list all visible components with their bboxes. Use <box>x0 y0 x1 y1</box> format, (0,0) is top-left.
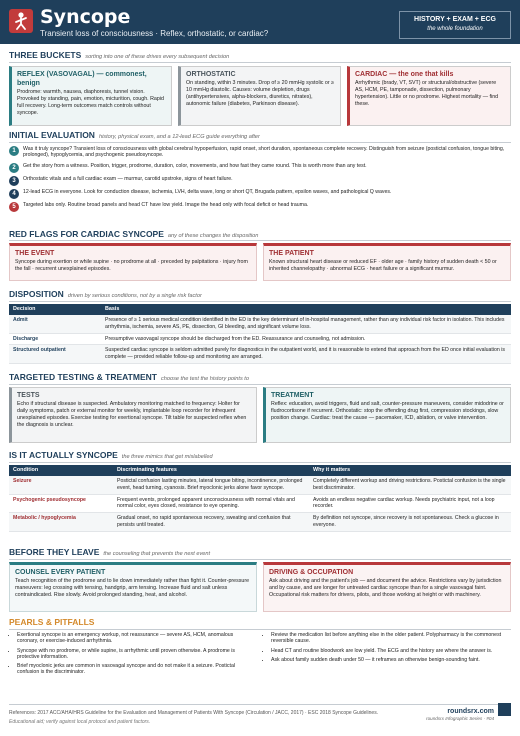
list-item: • Syncope with no prodrome, or while supine, is arrhythmic until proven otherwise. A prodrome is protective information. <box>17 648 253 661</box>
section-heading-pearls <box>9 617 94 628</box>
table-row <box>9 333 511 345</box>
step-text: Get the story from a witness. Position, trigger, prodrome, duration, color, movements, and how fast they came round. This is worth more than any test. <box>23 163 367 169</box>
table-row <box>9 345 511 364</box>
section-heading-mimics <box>9 450 213 461</box>
step-number: 5 <box>9 202 19 212</box>
cardiac-card <box>347 66 511 126</box>
page-subtitle: Transient loss of consciousness · Reflex, orthostatic, or cardiac? <box>40 29 269 38</box>
step-text: Orthostatic vitals and a full cardiac exam — murmur, carotid upstroke, signs of heart failure. <box>23 176 233 182</box>
section-heading-leave <box>9 547 210 558</box>
section-note: any of these changes the disposition <box>167 233 259 239</box>
card-body: Reflex: education, avoid triggers, fluid and salt, counter-pressure maneuvers, consider midodrine or fludrocortisone if recurrent. Orthostatic: stop the offending drug first, compression stockings, slow position change. Cardiac: treat the cause — pacemaker, ICD, ablation, or valve intervention. <box>271 401 504 421</box>
section-heading-buckets <box>9 50 229 61</box>
step-item <box>9 176 511 189</box>
card-title: DRIVING & OCCUPATION <box>269 569 354 576</box>
section-note: the counseling that prevents the next event <box>103 551 211 557</box>
step-text: Was it truly syncope? Transient loss of consciousness with global cerebral hypoperfusion, rapid onset, short duration, spontaneous complete recovery. Distinguish from seizure (postictal confusion, tongue biting, prolonged), hypoglycemia, and psychogenic pseudosyncope. <box>23 146 505 158</box>
treatment-card <box>263 387 511 443</box>
card-body: Echo if structural disease is suspected. Ambulatory monitoring matched to frequency: Holter for daily symptoms, patch or external monitor for weekly, implantable loop recorder for infrequent unexplained episodes. Exercise testing for exertional syncope. Tilt table for suspected reflex when the diagnosis is unclear. <box>17 401 247 428</box>
section-note: the three mimics that get mislabelled <box>121 454 213 460</box>
series-label: roundsrx Infographic Series · #04 <box>426 716 494 722</box>
card-body: Arrhythmic (brady, VT, SVT) or structural/obstructive (severe AS, HCM, PE, tamponade, dissection, pulmonary hypertension). Little or no prodrome. Highest mortality — find these. <box>355 80 499 107</box>
list-item: • Ask about family sudden death under 50 — it reframes an otherwise benign-sounding faint. <box>271 657 507 663</box>
footer-brand <box>426 707 494 722</box>
evaluation-steps <box>9 146 511 215</box>
divider <box>9 62 511 63</box>
column-header: Condition <box>9 465 113 476</box>
section-title: IS IT ACTUALLY SYNCOPE <box>9 450 118 460</box>
table-row <box>9 476 511 494</box>
reflex-card <box>9 66 172 126</box>
divider <box>9 142 511 143</box>
section-note: driven by serious conditions, not by a single risk factor <box>67 293 202 299</box>
fainting-person-icon <box>9 9 33 33</box>
list-item: • Brief myoclonic jerks are common in vasovagal syncope and do not make it a seizure. Postictal confusion is the discriminator. <box>17 663 253 676</box>
counsel-card <box>9 562 257 612</box>
section-title: BEFORE THEY LEAVE <box>9 547 100 557</box>
table-cell: Admit <box>9 315 101 333</box>
table-cell: Frequent events, prolonged apparent unconsciousness with normal vitals and normal color, eyes closed, resistance to eye opening. <box>113 494 309 513</box>
card-body: Teach recognition of the prodrome and to lie down immediately rather than fight it. Counter-pressure maneuvers: leg crossing with tensing, handgrip, arm tensing. Increase fluid and salt unless contraindicated. Rise slowly. Avoid prolonged standing, heat, and alcohol. <box>15 578 250 598</box>
references: References: 2017 ACC/AHA/HRS Guideline for the Evaluation and Management of Patients With Syncope (Circulation / JACC, 2017) · ESC 2018 Syncope Guidelines. <box>9 710 379 716</box>
step-number: 1 <box>9 146 19 156</box>
table-header-row <box>9 465 511 476</box>
section-note: choose the test the history points to <box>160 376 249 382</box>
column-header: Why it matters <box>309 465 511 476</box>
card-body: Syncope during exertion or while supine · no prodrome at all · preceded by palpitations · injury from the fall · recurrent unexplained episodes. <box>15 259 248 272</box>
tests-card <box>9 387 257 443</box>
section-title: TARGETED TESTING & TREATMENT <box>9 372 157 382</box>
header-badge <box>399 11 511 39</box>
step-text: Targeted labs only. Routine broad panels and head CT have low yield. Image the head only with focal deficit or head trauma. <box>23 202 309 208</box>
table-cell: By definition not syncope, since recovery is not spontaneous. Check a glucose in everyone. <box>309 513 511 532</box>
card-title: THE PATIENT <box>269 250 314 257</box>
divider <box>9 301 511 302</box>
table-cell: Psychogenic pseudosyncope <box>9 494 113 513</box>
table-row <box>9 315 511 333</box>
site-url: roundsrx.com <box>447 708 494 715</box>
table-cell: Postictal confusion lasting minutes, lateral tongue biting, incontinence, prolonged event, head turning, cyanosis. Brief myoclonic jerks alone favor syncope. <box>113 476 309 494</box>
divider <box>9 559 511 560</box>
section-title: RED FLAGS FOR CARDIAC SYNCOPE <box>9 229 164 239</box>
step-item <box>9 189 511 202</box>
list-item: • Exertional syncope is an emergency workup, not reassurance — severe AS, HCM, anomalous coronary, or exercise-induced arrhythmia. <box>17 632 253 645</box>
step-number: 2 <box>9 163 19 173</box>
column-header: Basis <box>101 304 511 315</box>
table-cell: Presumptive vasovagal syncope should be discharged from the ED. Reassurance and counseling, not admission. <box>101 333 511 345</box>
card-body: Prodrome: warmth, nausea, diaphoresis, tunnel vision. Provoked by standing, pain, emotion, micturition, cough. Rapid full recovery. Long-term outcomes match controls without syncope. <box>17 89 164 116</box>
card-title: CARDIAC — the one that kills <box>355 71 454 78</box>
card-title: TREATMENT <box>271 392 314 399</box>
column-header: Decision <box>9 304 101 315</box>
header-bar <box>0 0 520 44</box>
table-cell: Presence of ≥ 1 serious medical condition identified in the ED is the key determinant of in-hospital management, rather than any individual risk factor in isolation. This includes arrhythmia, ischemia, severe AS, PE, dissection, GI bleeding, and significant volume loss. <box>101 315 511 333</box>
divider <box>9 240 511 241</box>
divider <box>9 384 511 385</box>
disclaimer: Educational aid; verify against local protocol and patient factors. <box>9 718 151 725</box>
section-title: INITIAL EVALUATION <box>9 130 95 140</box>
section-heading-testing <box>9 372 249 383</box>
badge-line1: HISTORY + EXAM + ECG <box>414 16 496 23</box>
card-title: COUNSEL EVERY PATIENT <box>15 569 106 576</box>
table-cell: Avoids an endless negative cardiac workup. Needs psychiatric input, not a loop recorder. <box>309 494 511 513</box>
section-title: THREE BUCKETS <box>9 50 82 60</box>
divider <box>9 704 511 705</box>
section-heading-disposition <box>9 289 202 300</box>
table-cell: Discharge <box>9 333 101 345</box>
table-cell: Seizure <box>9 476 113 494</box>
driving-card <box>263 562 511 612</box>
step-number: 4 <box>9 189 19 199</box>
table-cell: Structured outpatient <box>9 345 101 364</box>
card-title: TESTS <box>17 392 40 399</box>
section-note: history, physical exam, and a 12-lead ECG guide everything after <box>98 134 260 140</box>
table-cell: Metabolic / hypoglycemia <box>9 513 113 532</box>
pearls-left-list <box>9 632 253 679</box>
step-text: 12-lead ECG in everyone. Look for conduction disease, ischemia, LVH, delta wave, long or short QT, Brugada pattern, epsilon waves, and pathological Q waves. <box>23 189 392 195</box>
table-cell: Suspected cardiac syncope is seldom admitted purely for diagnostics in the outpatient world, and it is reasonable to extend that approach from the ED once initial evaluation is complete — provided reliable follow-up and monitoring are arranged. <box>101 345 511 364</box>
list-item: • Head CT and routine bloodwork are low yield. The ECG and the history are where the answer is. <box>271 648 507 654</box>
section-note: sorting into one of these drives every subsequent decision <box>85 54 230 60</box>
table-header-row <box>9 304 511 315</box>
card-body: Known structural heart disease or reduced EF · older age · family history of sudden death < 50 or inherited channelopathy · abnormal ECG · heart failure or a significant murmur. <box>269 259 497 272</box>
card-title: THE EVENT <box>15 250 55 257</box>
section-title: PEARLS & PITFALLS <box>9 617 95 627</box>
step-item <box>9 163 511 176</box>
table-cell: Gradual onset, no rapid spontaneous recovery, sweating and confusion that persists until treated. <box>113 513 309 532</box>
step-number: 3 <box>9 176 19 186</box>
table-row <box>9 494 511 513</box>
column-header: Discriminating features <box>113 465 309 476</box>
card-title: ORTHOSTATIC <box>186 71 236 78</box>
divider <box>9 462 511 463</box>
badge-line2: the whole foundation <box>427 26 483 33</box>
event-flags-card <box>9 243 257 281</box>
page-title: Syncope <box>40 6 131 28</box>
table-row <box>9 513 511 532</box>
list-item: • Review the medication list before anything else in the older patient. Polypharmacy is the commonest reversible cause. <box>271 632 507 645</box>
qr-code-icon <box>498 703 511 716</box>
step-item <box>9 146 511 163</box>
mimics-table <box>9 465 511 532</box>
card-body: Ask about driving and the patient's job — and document the advice. Restrictions vary by jurisdiction and by cause, and are longer for untreated cardiac syncope than for a single vasovagal faint. Occupational risk matters for drivers, pilots, and those working at height or with machinery. <box>269 578 502 598</box>
disposition-table <box>9 304 511 364</box>
section-heading-redflags <box>9 229 258 240</box>
card-body: On standing, within 3 minutes. Drop of ≥ 20 mmHg systolic or ≥ 10 mmHg diastolic. Causes: volume depletion, drugs (antihypertensives, alpha-blockers, diuretics, nitrates), autonomic failure (diabetes, Parkinson disease). <box>186 80 335 107</box>
step-item <box>9 202 511 215</box>
patient-flags-card <box>263 243 511 281</box>
pearls-right-list <box>263 632 507 666</box>
section-heading-evaluation <box>9 130 260 141</box>
card-title: REFLEX (VASOVAGAL) — commonest, benign <box>17 71 147 88</box>
orthostatic-card <box>178 66 341 126</box>
section-title: DISPOSITION <box>9 289 64 299</box>
table-cell: Completely different workup and driving restrictions. Postictal confusion is the single best discriminator. <box>309 476 511 494</box>
divider <box>9 629 511 630</box>
